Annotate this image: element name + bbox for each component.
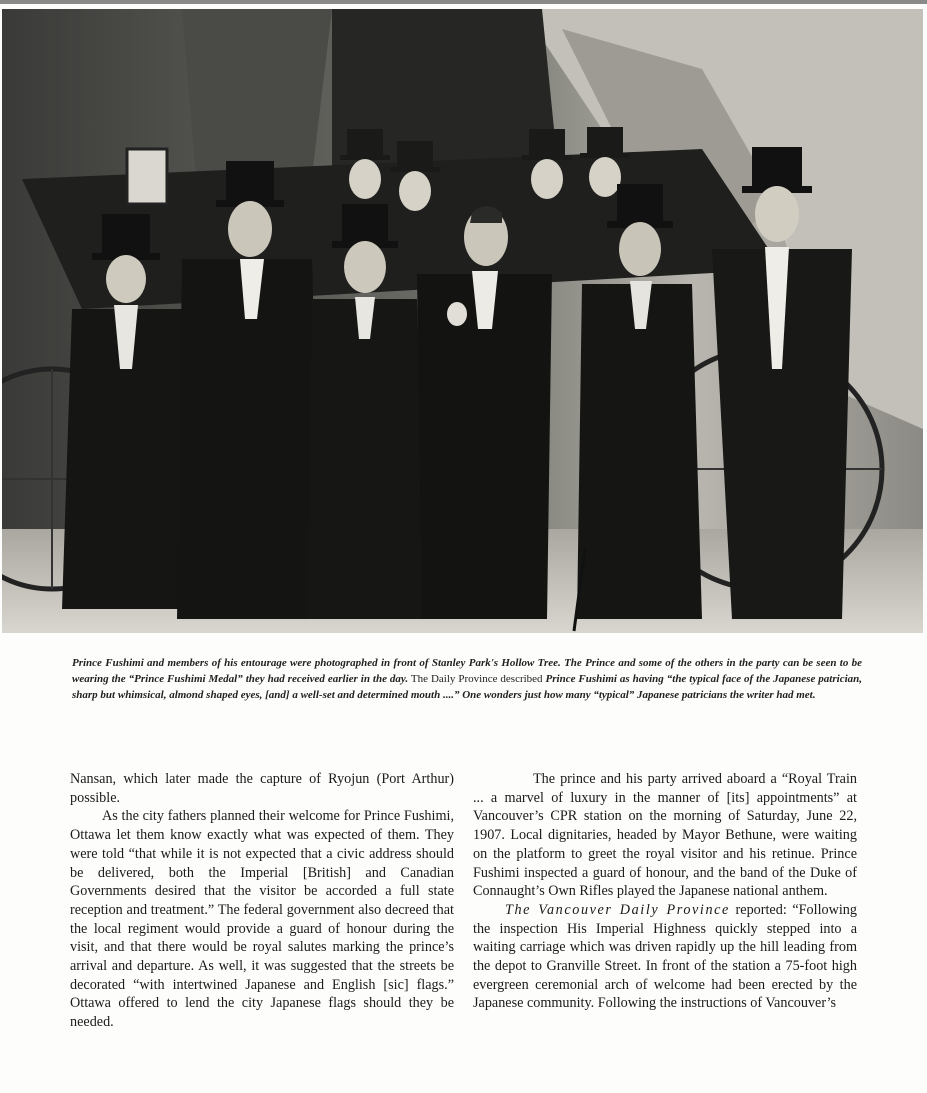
paragraph: As the city fathers planned their welcome for Prince Fushimi, Ottawa let them know exactly what was expected of them. They were told “that while it is not expected that a civic address should be delivered, both the Imperial [British] and Canadian Governments desired that the visitor be accorded a full state reception and treatment.” The federal government also decreed that the local regiment would provide a guard of honour during the visit, and that there would be royal salutes marking the prince’s arrival and departure. As well, it was suggested that the streets be decorated “with intertwined Japanese and English [sic] flags.” Ottawa offered to lend the city Japanese flags should they be needed. [70,808,454,1031]
newspaper-title: The Vancouver Daily Province [505,901,730,918]
top-rule [0,0,927,4]
photograph-icon [2,9,923,633]
paragraph: Nansan, which later made the capture of Ryojun (Port Arthur) possible. [70,771,454,806]
left-text-column [70,770,454,1032]
caption-text-italic-1: Prince Fushimi and members of his entourage were photographed in front of Stanley Park's Hollow Tree. The Prince and some of the others in the party can be seen to be wearing the “Prince Fushimi Medal” they had received earlier in the day. [72,657,862,685]
historic-group-photograph [2,9,923,633]
paragraph: The prince and his party arrived aboard a “Royal Train ... a marvel of luxury in the manner of [its] appointments” at Vancouver’s CPR station on the morning of Saturday, June 22, 1907. Local dignitaries, headed by Mayor Bethune, were waiting on the platform to greet the royal visitor and his retinue. Prince Fushimi inspected a guard of honour, and the band of the Duke of Connaught’s Own Rifles played the Japanese national anthem. [473,771,857,900]
caption-text-italic-2: Prince Fushimi as having “the typical face of the Japanese patrician, sharp but whimsical, almond shaped eyes, [and] a well-set and determined mouth ....” One wonders just how many “typical” Japanese patricians the writer had met. [72,673,862,701]
caption-text-roman: The Daily Province described [408,673,546,685]
paragraph-text: reported: “Following the inspection His Imperial Highness quickly stepped into a waiting carriage which was driven rapidly up the hill leading from the depot to Granville Street. In front of the station a 75-foot high evergreen ceremonial arch of welcome had been erected by the Japanese community. Following the instructions of Vancouver’s [473,901,857,1012]
photo-caption [72,655,862,703]
paragraph [473,901,857,1013]
right-text-column [473,770,857,1013]
